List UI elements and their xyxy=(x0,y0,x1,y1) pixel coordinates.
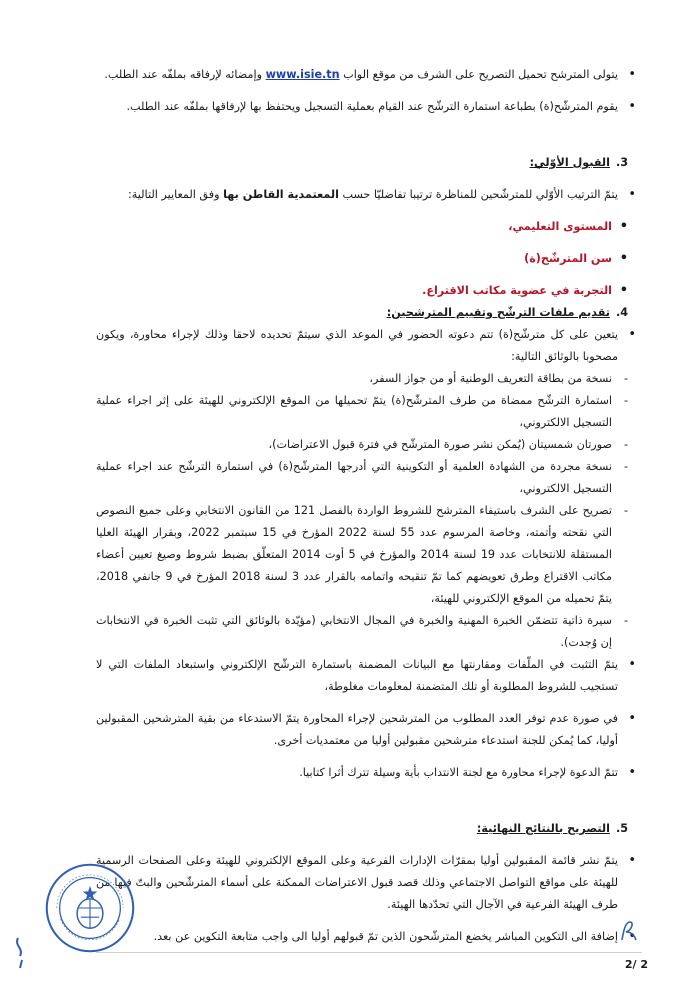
document-body xyxy=(96,64,642,948)
section-3-heading: 3.القبول الأوّلي: xyxy=(529,156,628,169)
intro-item-declaration: • يتولى المترشح تحميل التصريح على الشرف من موقع الواب www.isie.tn وإمضائه لإرفاقه بملفّه عند الطلب. xyxy=(96,64,642,86)
doc-diploma-copy: - نسخة مجردة من الشهادة العلمية أو التكوينية التي أدرجها المترشّح(ة) في استمارة الترشّح عند اجراء عملية التسجيل الالكتروني، xyxy=(96,456,642,500)
page-number: 2/ 2 xyxy=(624,958,648,971)
section-4-item-shortage: • في صورة عدم توفر العدد المطلوب من المترشحين لإجراء المحاورة يتمّ الاستدعاء من بقية المترشحين المقبولين أوليا، كما يُمكن للجنة استدعاء مترشحين مقبولين أوليا من معتمديات أخرى. xyxy=(96,708,642,752)
section-5-heading: 5.التصريح بالنتائج النهائية: xyxy=(476,822,628,835)
section-5-item-publication: • يتمّ نشر قائمة المقبولين أوليا بمقرّات الإدارات الفرعية وعلى الموقع الإلكتروني للهيئة وعلى الصفحات الرسمية للهيئة على مواقع التواصل الاجتماعي وذلك قصد قبول الاعتراضات الممكنة على أسماء المترشّحين والبتّ فيها من طرف الهيئة الفرعية في الآجال التي تحدّدها الهيئة. xyxy=(96,850,642,916)
doc-honor-declaration: - تصريح على الشرف باستيفاء المترشح للشروط الواردة بالفصل 121 من القانون الانتخابي وعلى جميع النصوص التي نقحته وأتمته، وخاصة المرسوم عدد 55 لسنة 2022 المؤرخ في 15 سبتمبر 2022، وبقرار الهيئة العليا المستقلة للانتخابات عدد 19 لسنة 2014 والمؤرخ في 5 أوت 2014 المتعلّق بضبط شروط وصيغ تعيين أعضاء مكاتب الاقتراع وطرق تعويضهم كما تمّ تنقيحه واتمامه بالقرار عدد 3 لسنة 2018 المؤرخ في 9 جانفي 2018، يتمّ تحميله من الموقع الإلكتروني للهيئة، xyxy=(96,500,642,610)
doc-photos: - صورتان شمسيتان (يُمكن نشر صورة المترشّح في فترة قبول الاعتراضات)، xyxy=(96,434,642,456)
section-4-item-invitation: • تتمّ الدعوة لإجراء محاورة مع لجنة الانتداب بأية وسيلة تترك أثرا كتابيا. xyxy=(96,762,642,784)
criterion-age: • سن المترشّح(ة) xyxy=(96,248,642,270)
intro-item-form-print: • يقوم المترشّح(ة) بطباعة استمارة الترشّح عند القيام بعملية التسجيل ويحتفظ بها لإرفاقها بملفّه عند الطلب. xyxy=(96,96,642,118)
criterion-education: • المستوى التعليمي، xyxy=(96,216,642,238)
doc-id-copy: - نسخة من بطاقة التعريف الوطنية أو من جواز السفر، xyxy=(96,368,642,390)
handwritten-mark-icon xyxy=(10,934,32,970)
isie-website-link[interactable]: www.isie.tn xyxy=(265,68,340,81)
official-seal-icon xyxy=(44,862,136,954)
section-4-intro: • يتعين على كل مترشّح(ة) تتم دعوته الحضور في الموعد الذي سيتمّ تحديده لاحقا وذلك لإجراء محاورة، ويكون مصحوبا بالوثائق التالية: xyxy=(96,324,642,368)
handwritten-initial-icon xyxy=(618,918,640,944)
section-3-intro: • يتمّ الترتيب الأوّلي للمترشّحين للمناظرة ترتيبا تفاضليّا حسب المعتمدية القاطن بها وفق المعايير التالية: xyxy=(96,184,642,206)
doc-application-form: - استمارة الترشّح ممضاة من طرف المترشّح(ة) يتمّ تحميلها من الموقع الإلكتروني للهيئة على إثر اجراء عملية التسجيل الالكتروني، xyxy=(96,390,642,434)
section-5-item-training: • إضافة الى التكوين المباشر يخضع المترشّحون الذين تمّ قبولهم أوليا الى واجب متابعة التكوين عن بعد. xyxy=(96,926,642,948)
doc-cv: - سيرة ذاتية تتضمّن الخبرة المهنية والخبرة في المجال الانتخابي (مؤيّدة بالوثائق التي تثبت الخبرة في الانتخابات إن وُجدت). xyxy=(96,610,642,654)
criterion-experience: • التجربة في عضوية مكاتب الاقتراع. xyxy=(96,280,642,302)
section-4-heading: 4.تقديم ملفات الترشّح وتقييم المترشحين: xyxy=(386,306,628,319)
footer-rule xyxy=(96,952,642,953)
section-4-item-verification: • يتمّ التثبت في الملّفات ومقارنتها مع البيانات المضمنة باستمارة الترشّح الإلكتروني واستبعاد الملفات التي لا تستجيب للشروط المطلوبة أو تلك المتضمنة لمعلومات مغلوطة، xyxy=(96,654,642,698)
